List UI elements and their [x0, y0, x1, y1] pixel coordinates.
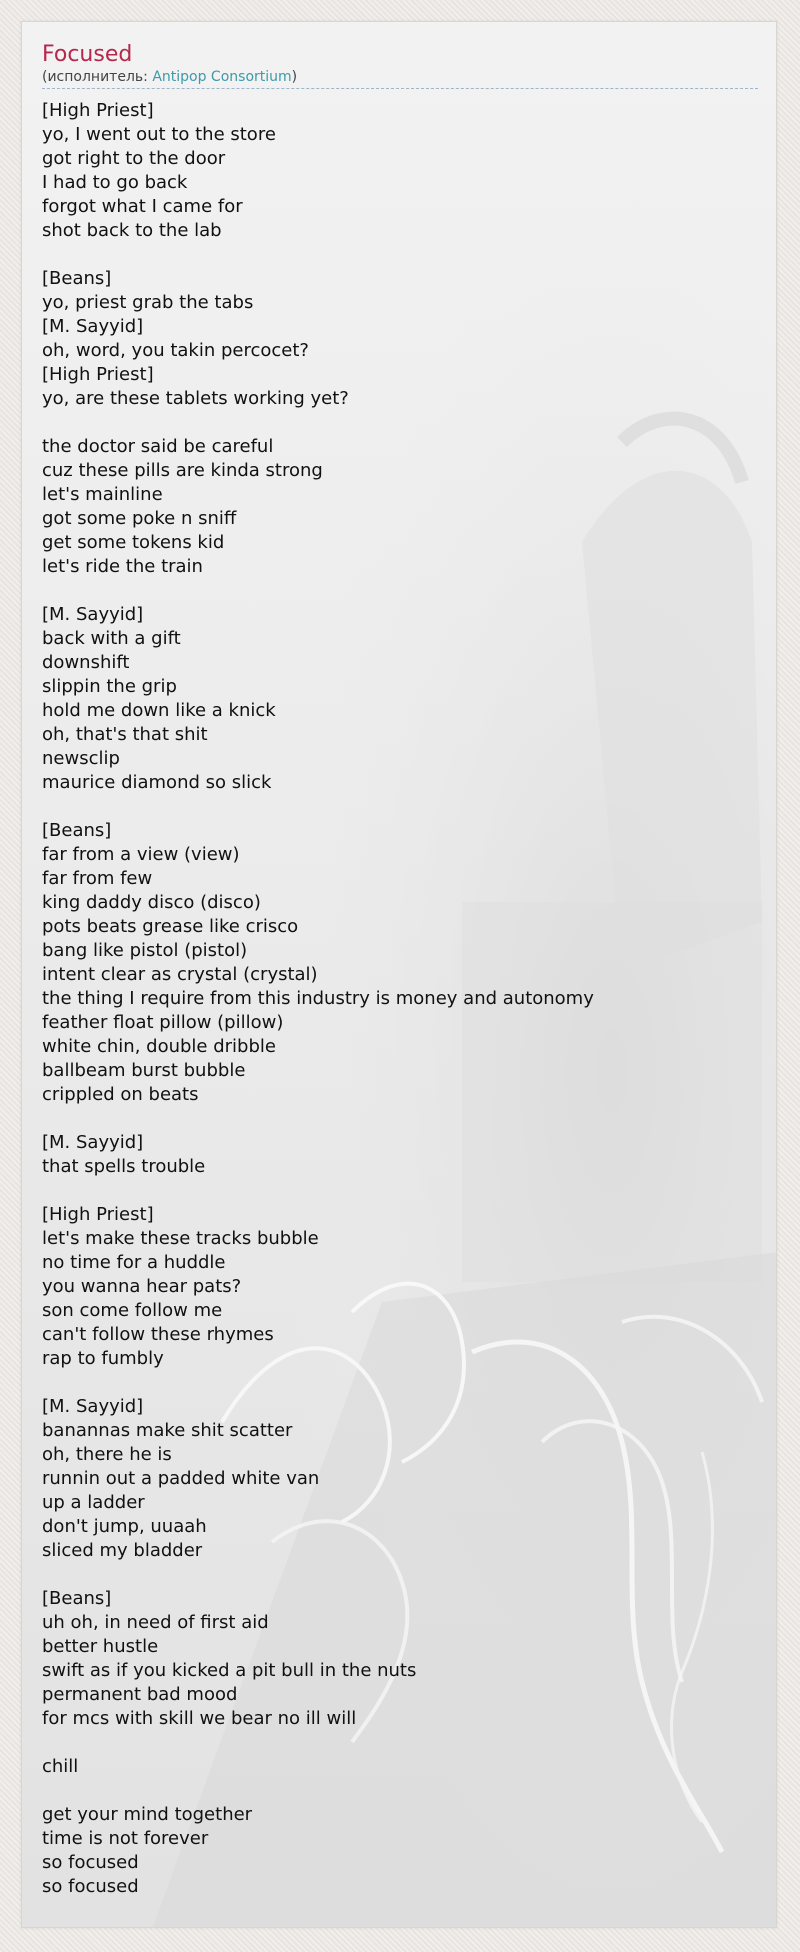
lyric-line: so focused — [42, 1852, 139, 1873]
song-title: Focused — [42, 42, 133, 67]
lyric-line: for mcs with skill we bear no ill will — [42, 1708, 357, 1729]
lyric-line: white chin, double dribble — [42, 1036, 276, 1057]
lyric-line: the doctor said be careful — [42, 436, 274, 457]
lyric-line: let's mainline — [42, 484, 163, 505]
blank-line — [42, 1179, 756, 1203]
lyric-line: I had to go back — [42, 172, 188, 193]
lyric-line: maurice diamond so slick — [42, 772, 272, 793]
lyrics-content — [22, 22, 776, 1899]
lyric-line: crippled on beats — [42, 1084, 199, 1105]
lyric-line: no time for a huddle — [42, 1252, 226, 1273]
lyric-line: you wanna hear pats? — [42, 1276, 242, 1297]
lyric-line: [High Priest] — [42, 1204, 154, 1225]
lyric-line: [M. Sayyid] — [42, 316, 144, 337]
blank-line — [42, 243, 756, 267]
lyric-line: [High Priest] — [42, 364, 154, 385]
lyric-line: banannas make shit scatter — [42, 1420, 293, 1441]
lyric-line: far from few — [42, 868, 153, 889]
lyric-line: [High Priest] — [42, 100, 154, 121]
lyric-line: permanent bad mood — [42, 1684, 238, 1705]
lyric-line: [M. Sayyid] — [42, 1132, 144, 1153]
lyric-line: far from a view (view) — [42, 844, 240, 865]
lyric-line: don't jump, uuaah — [42, 1516, 207, 1537]
lyric-line: bang like pistol (pistol) — [42, 940, 248, 961]
lyric-line: ballbeam burst bubble — [42, 1060, 246, 1081]
blank-line — [42, 1107, 756, 1131]
lyric-line: swift as if you kicked a pit bull in the nuts — [42, 1660, 417, 1681]
lyrics-body — [42, 99, 756, 1899]
artist-suffix: ) — [291, 69, 298, 85]
lyric-line: pots beats grease like crisco — [42, 916, 299, 937]
lyric-line: downshift — [42, 652, 130, 673]
lyric-line: son come follow me — [42, 1300, 223, 1321]
lyric-line: chill — [42, 1756, 79, 1777]
lyric-line: rap to fumbly — [42, 1348, 164, 1369]
lyric-line: forgot what I came for — [42, 196, 243, 217]
lyric-line: so focused — [42, 1876, 139, 1897]
blank-line — [42, 1779, 756, 1803]
lyric-line: get your mind together — [42, 1804, 253, 1825]
artist-link[interactable]: Antipop Consortium — [152, 69, 292, 85]
blank-line — [42, 411, 756, 435]
lyric-line: oh, that's that shit — [42, 724, 208, 745]
lyric-line: let's make these tracks bubble — [42, 1228, 319, 1249]
lyric-line: uh oh, in need of first aid — [42, 1612, 269, 1633]
lyric-line: [Beans] — [42, 268, 112, 289]
lyric-line: oh, there he is — [42, 1444, 172, 1465]
lyric-line: back with a gift — [42, 628, 181, 649]
lyric-line: got right to the door — [42, 148, 226, 169]
lyric-line: slippin the grip — [42, 676, 177, 697]
lyric-line: feather float pillow (pillow) — [42, 1012, 284, 1033]
lyric-line: the thing I require from this industry is money and autonomy — [42, 988, 594, 1009]
lyric-line: shot back to the lab — [42, 220, 222, 241]
lyric-line: [Beans] — [42, 1588, 112, 1609]
blank-line — [42, 1563, 756, 1587]
lyric-line: that spells trouble — [42, 1156, 206, 1177]
blank-line — [42, 1371, 756, 1395]
lyric-line: better hustle — [42, 1636, 159, 1657]
lyric-line: got some poke n sniff — [42, 508, 237, 529]
lyric-line: hold me down like a knick — [42, 700, 276, 721]
lyric-line: [Beans] — [42, 820, 112, 841]
blank-line — [42, 579, 756, 603]
lyric-line: [M. Sayyid] — [42, 604, 144, 625]
lyric-line: yo, are these tablets working yet? — [42, 388, 349, 409]
lyric-line: king daddy disco (disco) — [42, 892, 261, 913]
lyric-line: yo, priest grab the tabs — [42, 292, 254, 313]
lyric-line: sliced my bladder — [42, 1540, 203, 1561]
lyric-line: time is not forever — [42, 1828, 209, 1849]
lyric-line: intent clear as crystal (crystal) — [42, 964, 318, 985]
lyric-line: up a ladder — [42, 1492, 145, 1513]
blank-line — [42, 1731, 756, 1755]
lyrics-card — [21, 21, 777, 1928]
lyric-line: runnin out a padded white van — [42, 1468, 320, 1489]
lyric-line: let's ride the train — [42, 556, 203, 577]
lyric-line: [M. Sayyid] — [42, 1396, 144, 1417]
artist-prefix: (исполнитель: — [42, 69, 153, 85]
lyric-line: yo, I went out to the store — [42, 124, 276, 145]
artist-line — [42, 68, 758, 89]
lyric-line: oh, word, you takin percocet? — [42, 340, 309, 361]
blank-line — [42, 795, 756, 819]
lyric-line: can't follow these rhymes — [42, 1324, 274, 1345]
lyric-line: cuz these pills are kinda strong — [42, 460, 323, 481]
lyric-line: newsclip — [42, 748, 120, 769]
lyric-line: get some tokens kid — [42, 532, 225, 553]
